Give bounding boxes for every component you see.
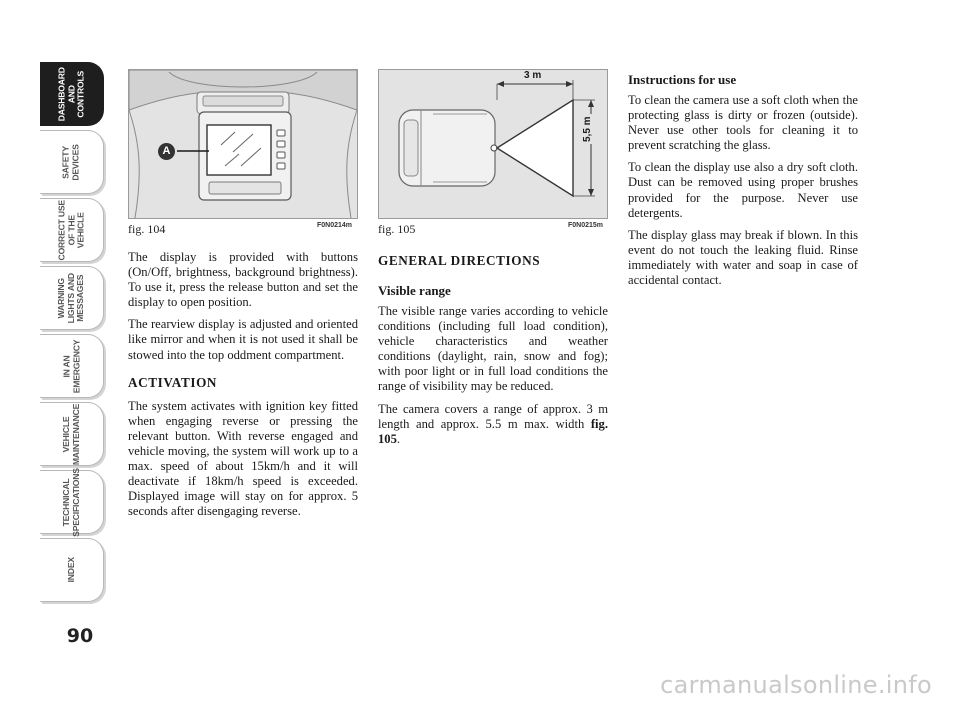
column-middle xyxy=(378,253,608,454)
watermark-text: carmanualsonline.info xyxy=(660,671,932,699)
tab-label: INDEX xyxy=(65,557,76,583)
tab-label: WARNING LIGHTS AND MESSAGES xyxy=(56,272,86,324)
figure-104-code: F0N0214m xyxy=(317,222,353,229)
figure-105-reference: fig. 105 xyxy=(378,416,608,446)
tab-vehicle-maintenance[interactable] xyxy=(40,402,104,466)
tab-safety-devices[interactable] xyxy=(40,130,104,194)
tab-warning-lights-and-messages[interactable] xyxy=(40,266,104,330)
length-dimension-label: 3 m xyxy=(521,70,544,81)
tab-dashboard-and-controls[interactable] xyxy=(40,62,104,126)
figure-105-caption: fig. 105 xyxy=(378,222,416,236)
activation-paragraph: The system activates with ignition key fitted when engaging reverse or pressing the relevant button. With reverse engaged and vehicle moving, the system will work up to a max. speed of about 15km/h and it will deactivate if 18km/h speed is exceeded. Displayed image will stay on for approx. 5 seconds after disengaging reverse. xyxy=(128,398,358,519)
tab-label: VEHICLE MAINTENANCE xyxy=(60,403,81,465)
figure-105 xyxy=(378,69,608,219)
tab-index[interactable] xyxy=(40,538,104,602)
tab-technical-specifications[interactable] xyxy=(40,467,104,537)
camera-range-text: The camera covers a range of approx. 3 m length and approx. 5.5 m max. width xyxy=(378,401,608,431)
tab-in-an-emergency[interactable] xyxy=(40,334,104,398)
tab-label: IN AN EMERGENCY xyxy=(61,339,81,393)
camera-cleaning-paragraph: To clean the camera use a soft cloth when the protecting glass is dirty or frozen (outside). Never use other tools for cleaning it to prevent scratching the glass. xyxy=(628,93,858,153)
tab-label: CORRECT USE OF THE VEHICLE xyxy=(56,199,86,261)
tab-label: DASHBOARD AND CONTROLS xyxy=(56,66,86,122)
figure-105-code: F0N0215m xyxy=(568,222,604,229)
figure-104 xyxy=(128,69,358,219)
display-buttons-paragraph: The display is provided with buttons (On/Off, brightness, background brightness). To use it, press the release button and set the display to open position. xyxy=(128,250,358,310)
callout-a-label: A xyxy=(162,145,171,157)
column-left xyxy=(128,250,358,526)
tab-correct-use-of-the-vehicle[interactable] xyxy=(40,198,104,262)
width-dimension-label: 5,5 m xyxy=(582,116,593,142)
figure-104-caption: fig. 104 xyxy=(128,222,166,236)
camera-range-paragraph xyxy=(378,402,608,447)
display-cleaning-paragraph: To clean the display use also a dry soft cloth. Dust can be removed using proper brushes provided for the purpose. Never use detergents. xyxy=(628,160,858,220)
callout-a-marker xyxy=(158,143,175,160)
visible-range-subheading: Visible range xyxy=(378,283,451,298)
activation-heading: ACTIVATION xyxy=(128,374,218,390)
camera-range-end: . xyxy=(396,431,401,446)
instructions-for-use-heading: Instructions for use xyxy=(628,72,737,87)
tab-label: SAFETY DEVICES xyxy=(60,143,81,181)
column-right xyxy=(628,72,858,295)
display-stowage-paragraph: The rearview display is adjusted and oriented like mirror and when it is not used it shall be stowed into the top oddment compartment. xyxy=(128,317,358,362)
page-number: 90 xyxy=(66,625,94,647)
visible-range-diagram xyxy=(379,70,607,218)
visible-range-paragraph: The visible range varies according to vehicle conditions (including full load condition), vehicle characteristics and weather conditions (daylight, rain, snow and fog); with poor light or in full load conditions the range of visibility may be reduced. xyxy=(378,304,608,394)
general-directions-heading: GENERAL DIRECTIONS xyxy=(378,253,541,268)
display-glass-paragraph: The display glass may break if blown. In this event do not touch the leaking fluid. Rinse immediately with water and soap in case of accidental contact. xyxy=(628,227,858,288)
tab-label: TECHNICAL SPECIFICATIONS xyxy=(61,467,81,537)
